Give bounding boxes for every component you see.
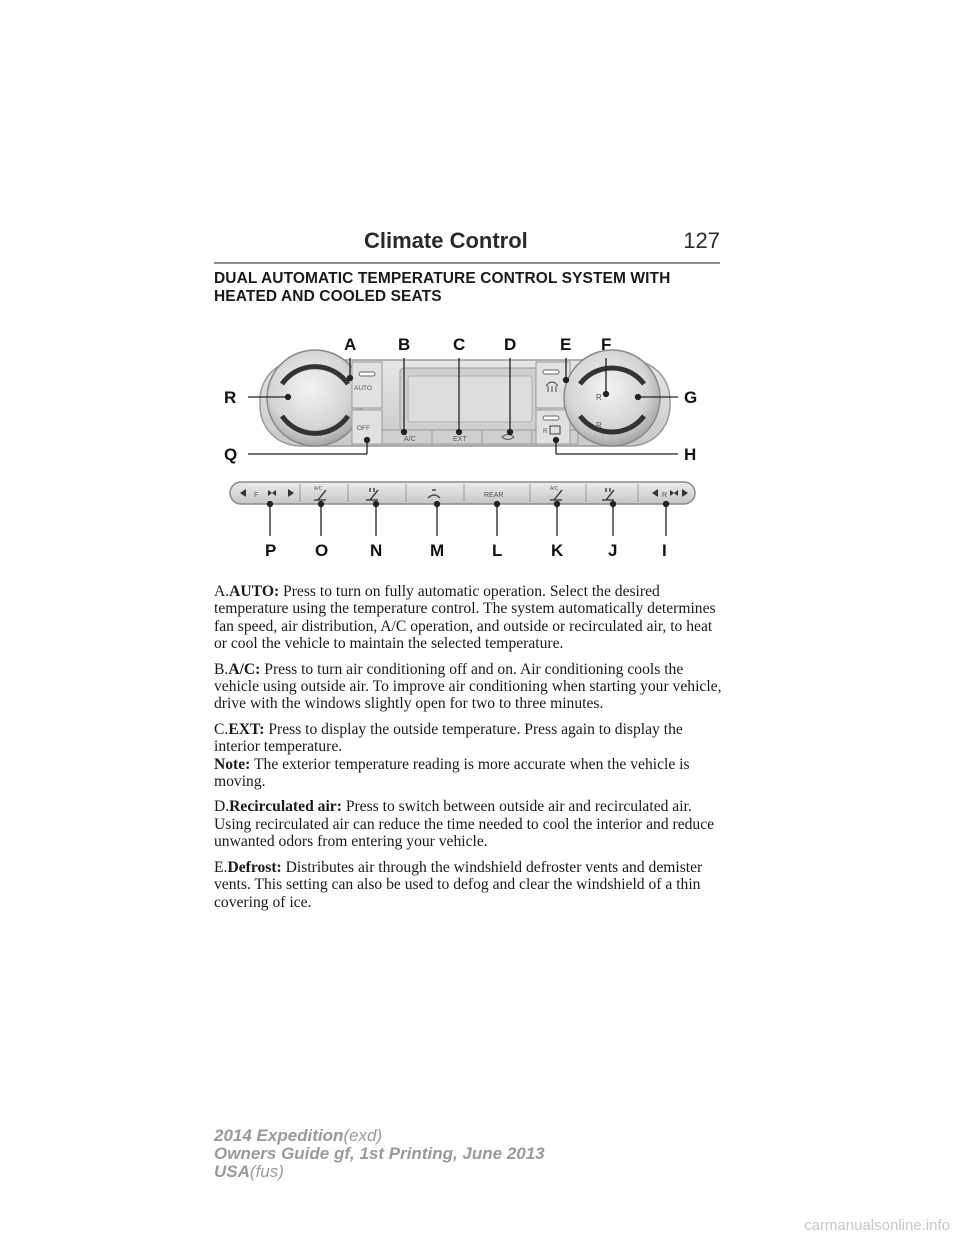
callout-l: L	[492, 541, 503, 560]
footer-market: USA	[214, 1162, 250, 1181]
callout-q: Q	[224, 445, 238, 464]
item-label: EXT:	[228, 720, 265, 738]
item-letter: B.	[214, 660, 229, 678]
footer-line-2: Owners Guide gf, 1st Printing, June 2013	[214, 1144, 545, 1163]
callout-n: N	[370, 541, 383, 560]
rear-button-label[interactable]: REAR	[484, 492, 504, 499]
chapter-title: Climate Control	[364, 228, 528, 253]
page-number: 127	[683, 228, 720, 253]
right-knob-r-bottom: R	[596, 421, 602, 430]
item-label: AUTO:	[229, 583, 280, 600]
item-e	[214, 859, 724, 911]
note-label: Note:	[214, 755, 251, 773]
item-b	[214, 661, 724, 713]
right-seat-ac-label: A/C	[550, 486, 559, 492]
climate-control-illustration	[210, 320, 730, 570]
item-letter: C.	[214, 720, 229, 738]
item-letter: D.	[214, 798, 230, 816]
callout-m: M	[430, 541, 445, 560]
auto-button-label: AUTO	[354, 385, 372, 392]
item-a	[214, 583, 724, 653]
callout-b: B	[398, 335, 411, 354]
footer-model: 2014 Expedition	[214, 1126, 344, 1145]
item-text: Press to switch between outside air and recirculated air. Using recirculated air can reduce the time needed to cool the interior and reduce unwanted odors from entering your vehicle.	[214, 798, 715, 851]
footer-model-code: (exd)	[343, 1126, 383, 1145]
footer-line-3	[214, 1163, 734, 1181]
footer-line-1	[214, 1127, 734, 1145]
note	[214, 756, 724, 791]
item-letter: A.	[214, 583, 230, 600]
item-text: Press to display the outside temperature. Press again to display the interior temperature.	[214, 720, 683, 756]
description-list	[214, 583, 724, 919]
item-letter: E.	[214, 858, 228, 876]
callout-f: F	[601, 335, 612, 354]
item-label: A/C:	[228, 660, 261, 678]
callout-g: G	[684, 388, 698, 407]
ac-button-label: A/C	[404, 436, 416, 443]
callout-i: I	[662, 541, 667, 560]
callout-h: H	[684, 445, 697, 464]
display-inner	[408, 376, 532, 422]
callout-a: A	[344, 335, 357, 354]
rear-defrost-button[interactable]	[536, 410, 570, 444]
off-button-label: OFF	[357, 425, 370, 432]
item-c	[214, 721, 724, 756]
item-label: Recirculated air:	[229, 798, 342, 816]
callout-o: O	[315, 541, 329, 560]
callout-r: R	[224, 388, 237, 407]
climate-control-diagram	[210, 320, 730, 570]
callout-p: P	[265, 541, 277, 560]
left-seat-ac-label: A/C	[314, 486, 323, 492]
item-text: Distributes air through the windshield defroster vents and demister vents. This setting can also be used to defog and clear the windshield of a thin covering of ice.	[214, 858, 703, 911]
note-text: The exterior temperature reading is more accurate when the vehicle is moving.	[214, 755, 690, 791]
callout-j: J	[608, 541, 618, 560]
callout-e: E	[560, 335, 572, 354]
page-header	[214, 228, 720, 264]
page-footer	[214, 1127, 734, 1181]
item-label: Defrost:	[227, 858, 282, 876]
callout-d: D	[504, 335, 517, 354]
section-heading: DUAL AUTOMATIC TEMPERATURE CONTROL SYSTEM WITH HEATED AND COOLED SEATS	[214, 270, 671, 305]
item-text: Press to turn air conditioning off and on. Air conditioning cools the vehicle using outside air. To improve air conditioning when starting your vehicle, drive with the windows slightly open for two to three minutes.	[214, 660, 722, 713]
right-fan-label: R	[662, 492, 668, 499]
item-d	[214, 798, 724, 850]
callout-c: C	[453, 335, 466, 354]
item-text: Press to turn on fully automatic operation. Select the desired temperature using the temperature control. The system automatically determines fan speed, air distribution, A/C operation, and outside or recirculated air, to heat or cool the vehicle to maintain the selected temperature.	[214, 583, 716, 653]
left-fan-label: F	[254, 492, 259, 499]
callout-k: K	[551, 541, 564, 560]
rear-defrost-r-label: R	[543, 428, 548, 435]
ext-button-label: EXT	[453, 436, 467, 443]
right-knob-r-top: R	[596, 393, 602, 402]
footer-market-code: (fus)	[249, 1162, 284, 1181]
watermark: carmanualsonline.info	[804, 1217, 950, 1234]
